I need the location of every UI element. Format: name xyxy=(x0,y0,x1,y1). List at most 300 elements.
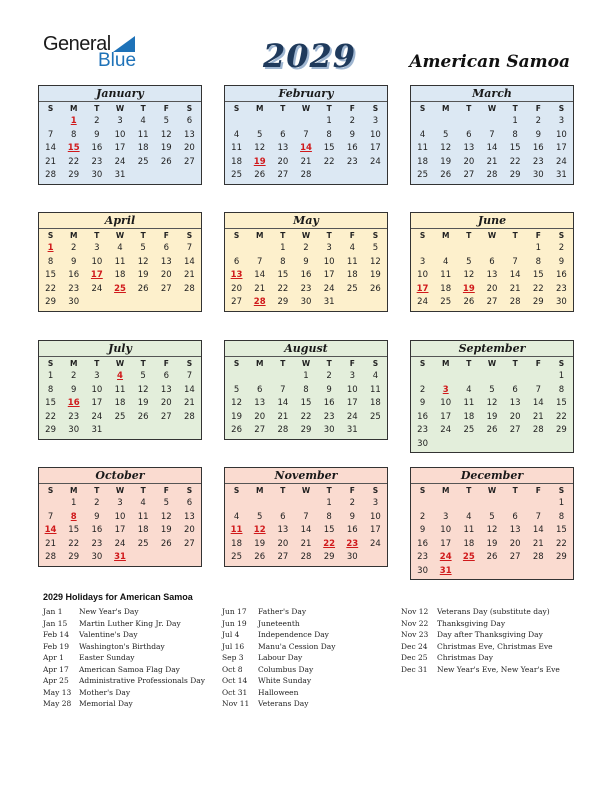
day-cell: 8 xyxy=(280,256,286,267)
weekday-label: W xyxy=(115,486,125,495)
day-cell: 22 xyxy=(323,156,335,167)
month-april xyxy=(38,212,202,312)
day-cell: 10 xyxy=(91,384,103,395)
country-title: American Samoa xyxy=(409,52,570,72)
holiday-date: Jul 4 xyxy=(222,630,240,639)
day-cell: 13 xyxy=(160,256,172,267)
day-cell: 4 xyxy=(372,371,379,381)
weekday-label: F xyxy=(349,104,355,113)
day-cell: 10 xyxy=(556,129,567,140)
holiday-row xyxy=(43,629,205,641)
weekday-label: S xyxy=(372,104,379,113)
weekday-header xyxy=(225,484,387,497)
day-grid xyxy=(225,115,387,183)
weekday-label: S xyxy=(558,231,565,240)
day-cell: 14 xyxy=(509,270,521,280)
empty-cell xyxy=(457,115,480,129)
day-cell: 29 xyxy=(532,297,544,307)
day-cell: 10 xyxy=(114,129,126,140)
day-cell: 15 xyxy=(556,525,567,535)
weekday-label: M xyxy=(255,486,264,495)
holiday-row xyxy=(222,606,335,618)
weekday-label: T xyxy=(140,104,146,113)
holiday-date: Dec 25 xyxy=(401,653,428,662)
weekday-header xyxy=(411,102,573,115)
empty-cell xyxy=(294,497,317,511)
day-cell: 4 xyxy=(140,498,146,508)
day-cell: 28 xyxy=(300,552,312,562)
day-cell: 23 xyxy=(556,283,567,294)
empty-cell xyxy=(225,115,248,129)
weekday-label: F xyxy=(349,231,355,240)
day-cell: 8 xyxy=(512,129,518,140)
day-cell: 9 xyxy=(326,384,332,395)
holiday-day: 17 xyxy=(90,270,103,280)
holiday-day: 19 xyxy=(253,156,266,167)
day-cell: 12 xyxy=(137,384,149,395)
day-cell: 8 xyxy=(535,256,541,267)
day-cell: 24 xyxy=(91,411,103,422)
day-cell: 18 xyxy=(114,398,126,408)
day-cell: 16 xyxy=(323,398,335,408)
day-cell: 19 xyxy=(486,411,498,422)
day-cell: 11 xyxy=(417,143,428,153)
day-cell: 9 xyxy=(303,256,309,267)
holiday-day: 3 xyxy=(442,384,449,395)
day-cell: 21 xyxy=(184,270,195,280)
day-cell: 15 xyxy=(556,398,567,408)
day-cell: 15 xyxy=(300,398,312,408)
day-cell: 13 xyxy=(277,143,289,153)
day-cell: 30 xyxy=(417,565,428,576)
weekday-label: S xyxy=(372,359,379,368)
day-cell: 25 xyxy=(417,170,428,180)
holiday-date: Nov 23 xyxy=(401,630,429,639)
weekday-label: W xyxy=(487,104,497,113)
day-cell: 2 xyxy=(326,371,332,381)
weekday-label: T xyxy=(326,359,332,368)
day-cell: 24 xyxy=(556,156,567,167)
weekday-label: M xyxy=(69,359,78,368)
day-cell: 22 xyxy=(68,156,80,167)
day-grid xyxy=(39,242,201,310)
day-grid xyxy=(411,497,573,578)
empty-cell xyxy=(271,115,294,129)
weekday-label: T xyxy=(280,486,286,495)
weekday-label: M xyxy=(69,104,78,113)
month-title: December xyxy=(411,468,573,484)
day-cell: 19 xyxy=(486,538,498,549)
empty-cell xyxy=(480,242,503,256)
empty-cell xyxy=(527,370,550,384)
year-title: 2029 xyxy=(263,37,357,75)
weekday-label: W xyxy=(301,104,311,113)
day-cell: 15 xyxy=(45,270,56,280)
day-cell: 21 xyxy=(300,156,312,167)
day-cell: 20 xyxy=(160,270,172,280)
day-cell: 14 xyxy=(254,270,266,280)
day-cell: 12 xyxy=(231,398,242,408)
day-cell: 6 xyxy=(163,243,169,253)
day-cell: 6 xyxy=(257,384,263,395)
day-cell: 16 xyxy=(346,143,358,153)
day-cell: 8 xyxy=(47,384,54,395)
day-cell: 29 xyxy=(45,297,56,307)
day-cell: 7 xyxy=(280,384,286,395)
day-cell: 15 xyxy=(509,143,521,153)
day-cell: 20 xyxy=(463,156,475,167)
weekday-label: W xyxy=(487,231,497,240)
weekday-label: M xyxy=(255,104,264,113)
holiday-name: Christmas Eve, Christmas Eve xyxy=(437,641,553,651)
weekday-label: S xyxy=(186,486,193,495)
weekday-label: W xyxy=(301,359,311,368)
day-cell: 18 xyxy=(137,525,149,535)
month-title: July xyxy=(39,341,201,357)
day-cell: 6 xyxy=(280,511,286,522)
empty-cell xyxy=(411,370,434,384)
weekday-label: T xyxy=(94,359,100,368)
day-cell: 11 xyxy=(137,511,149,522)
month-title: November xyxy=(225,468,387,484)
weekday-header xyxy=(225,229,387,242)
holiday-day: 1 xyxy=(47,243,54,253)
day-cell: 15 xyxy=(323,143,335,153)
day-grid xyxy=(225,242,387,310)
day-cell: 14 xyxy=(300,525,312,535)
brand-logo xyxy=(43,33,143,73)
weekday-label: T xyxy=(512,231,518,240)
holiday-row xyxy=(222,698,335,710)
day-cell: 3 xyxy=(443,511,449,522)
day-cell: 30 xyxy=(556,297,567,307)
day-cell: 22 xyxy=(532,283,544,294)
day-cell: 9 xyxy=(558,256,565,267)
day-cell: 21 xyxy=(45,538,56,549)
day-cell: 6 xyxy=(512,511,518,522)
weekday-label: T xyxy=(326,486,332,495)
day-cell: 5 xyxy=(140,371,146,381)
day-cell: 14 xyxy=(184,256,195,267)
weekday-header xyxy=(411,229,573,242)
holiday-date: Apr 25 xyxy=(43,676,69,685)
day-cell: 16 xyxy=(417,538,428,549)
holiday-name: Martin Luther King Jr. Day xyxy=(79,618,181,628)
weekday-header xyxy=(39,484,201,497)
weekday-label: F xyxy=(349,359,355,368)
day-grid xyxy=(411,115,573,183)
empty-cell xyxy=(248,497,271,511)
holiday-row xyxy=(401,641,560,653)
holiday-day: 12 xyxy=(253,525,266,535)
weekday-label: F xyxy=(163,104,169,113)
day-cell: 15 xyxy=(68,525,80,535)
holiday-day: 23 xyxy=(346,538,359,549)
day-cell: 8 xyxy=(326,129,332,140)
holiday-date: Oct 14 xyxy=(222,676,248,685)
day-cell: 17 xyxy=(556,143,567,153)
holiday-date: Dec 31 xyxy=(401,664,428,674)
weekday-label: S xyxy=(233,359,240,368)
weekday-label: F xyxy=(163,231,169,240)
weekday-label: W xyxy=(115,359,125,368)
day-cell: 30 xyxy=(417,438,428,449)
holiday-date: Oct 31 xyxy=(222,687,248,697)
day-cell: 21 xyxy=(509,283,521,294)
holiday-date: Apr 1 xyxy=(43,653,64,662)
day-cell: 21 xyxy=(184,398,195,408)
day-cell: 10 xyxy=(114,511,126,522)
day-cell: 1 xyxy=(47,371,54,381)
day-cell: 27 xyxy=(509,425,521,435)
holiday-name: Manu'a Cession Day xyxy=(258,641,336,651)
day-cell: 26 xyxy=(486,425,498,435)
month-title: September xyxy=(411,341,573,357)
holiday-row xyxy=(401,606,560,618)
holiday-name: Father's Day xyxy=(258,607,307,616)
weekday-label: T xyxy=(280,231,286,240)
weekday-header xyxy=(39,229,201,242)
day-cell: 11 xyxy=(137,129,149,140)
day-cell: 18 xyxy=(137,143,149,153)
day-cell: 7 xyxy=(186,371,193,381)
day-cell: 22 xyxy=(45,283,56,294)
day-cell: 12 xyxy=(137,256,149,267)
day-cell: 25 xyxy=(231,170,242,180)
day-cell: 23 xyxy=(91,538,103,549)
day-cell: 1 xyxy=(558,498,565,508)
day-cell: 10 xyxy=(440,525,452,535)
holiday-day: 19 xyxy=(462,283,475,294)
month-title: February xyxy=(225,86,387,102)
day-cell: 2 xyxy=(349,116,355,126)
day-cell: 25 xyxy=(114,411,126,422)
weekday-label: T xyxy=(512,104,518,113)
day-cell: 25 xyxy=(440,297,452,307)
day-cell: 4 xyxy=(117,243,123,253)
day-cell: 19 xyxy=(370,270,381,280)
holiday-day: 17 xyxy=(416,283,429,294)
weekday-label: S xyxy=(233,231,240,240)
day-cell: 3 xyxy=(558,116,565,126)
holiday-row xyxy=(401,664,560,676)
day-cell: 4 xyxy=(466,511,472,522)
day-cell: 29 xyxy=(323,552,335,562)
empty-cell xyxy=(480,115,503,129)
holiday-row xyxy=(222,664,335,676)
weekday-header xyxy=(225,102,387,115)
day-cell: 3 xyxy=(372,116,379,126)
weekday-label: T xyxy=(94,486,100,495)
weekday-label: S xyxy=(186,231,193,240)
holiday-row xyxy=(222,641,335,653)
holiday-row xyxy=(401,629,560,641)
day-cell: 14 xyxy=(277,398,289,408)
holiday-column xyxy=(222,606,335,710)
month-september xyxy=(410,340,574,453)
weekday-label: S xyxy=(419,231,426,240)
holiday-name: Juneteenth xyxy=(258,618,300,628)
holiday-date: Nov 12 xyxy=(401,607,429,616)
holiday-date: Nov 22 xyxy=(401,618,429,628)
holiday-name: White Sunday xyxy=(258,676,312,685)
empty-cell xyxy=(294,115,317,129)
day-cell: 9 xyxy=(94,511,100,522)
day-cell: 8 xyxy=(71,129,77,140)
day-cell: 27 xyxy=(254,425,266,435)
day-cell: 29 xyxy=(68,170,80,180)
weekday-label: M xyxy=(441,231,450,240)
weekday-label: S xyxy=(372,231,379,240)
day-cell: 14 xyxy=(532,525,544,535)
weekday-label: S xyxy=(558,104,565,113)
day-cell: 3 xyxy=(372,498,379,508)
day-cell: 4 xyxy=(349,243,355,253)
day-cell: 10 xyxy=(91,256,103,267)
day-cell: 24 xyxy=(114,156,126,167)
weekday-label: T xyxy=(326,104,332,113)
day-cell: 17 xyxy=(323,270,335,280)
day-cell: 27 xyxy=(184,538,195,549)
month-october xyxy=(38,467,202,567)
day-cell: 9 xyxy=(419,398,426,408)
empty-cell xyxy=(248,242,271,256)
day-cell: 19 xyxy=(160,143,172,153)
day-cell: 9 xyxy=(94,129,100,140)
weekday-label: T xyxy=(466,231,472,240)
holiday-name: New Year's Eve, New Year's Eve xyxy=(437,664,560,674)
day-cell: 30 xyxy=(532,170,544,180)
day-cell: 15 xyxy=(45,398,56,408)
day-cell: 8 xyxy=(326,511,332,522)
day-cell: 8 xyxy=(558,511,565,522)
day-cell: 14 xyxy=(532,398,544,408)
day-cell: 28 xyxy=(532,425,544,435)
day-cell: 31 xyxy=(323,297,335,307)
holiday-date: Nov 11 xyxy=(222,699,250,708)
weekday-label: F xyxy=(535,359,541,368)
day-cell: 26 xyxy=(137,411,149,422)
empty-cell xyxy=(457,242,480,256)
day-cell: 22 xyxy=(556,411,567,422)
holiday-column xyxy=(401,606,560,675)
day-cell: 7 xyxy=(303,511,309,522)
weekday-label: M xyxy=(441,486,450,495)
day-cell: 28 xyxy=(486,170,498,180)
holiday-name: Easter Sunday xyxy=(79,653,135,662)
empty-cell xyxy=(504,242,527,256)
day-cell: 23 xyxy=(68,283,80,294)
day-cell: 3 xyxy=(117,116,123,126)
empty-cell xyxy=(248,370,271,384)
day-cell: 10 xyxy=(370,511,381,522)
day-cell: 20 xyxy=(277,156,289,167)
day-cell: 29 xyxy=(509,170,521,180)
holiday-day: 31 xyxy=(439,565,452,576)
weekday-label: F xyxy=(163,486,169,495)
day-cell: 17 xyxy=(91,398,103,408)
month-november xyxy=(224,467,388,567)
day-cell: 9 xyxy=(71,384,77,395)
weekday-header xyxy=(39,357,201,370)
weekday-label: M xyxy=(441,359,450,368)
weekday-label: S xyxy=(419,359,426,368)
holiday-date: Dec 24 xyxy=(401,641,428,651)
holiday-date: Jan 15 xyxy=(43,618,68,628)
day-cell: 26 xyxy=(254,552,266,562)
day-cell: 22 xyxy=(509,156,521,167)
weekday-label: T xyxy=(280,104,286,113)
day-cell: 12 xyxy=(486,398,498,408)
empty-cell xyxy=(434,497,457,511)
day-cell: 1 xyxy=(303,371,309,381)
holiday-day: 11 xyxy=(230,525,243,535)
month-july xyxy=(38,340,202,440)
month-august xyxy=(224,340,388,440)
day-cell: 4 xyxy=(443,256,449,267)
holiday-day: 28 xyxy=(253,297,266,307)
holiday-name: Christmas Day xyxy=(437,653,493,662)
day-cell: 7 xyxy=(47,511,54,522)
day-cell: 18 xyxy=(440,283,452,294)
weekday-label: F xyxy=(163,359,169,368)
day-cell: 1 xyxy=(326,498,332,508)
weekday-label: S xyxy=(186,104,193,113)
holiday-date: Jul 16 xyxy=(222,641,245,651)
day-cell: 25 xyxy=(137,538,149,549)
day-cell: 26 xyxy=(486,552,498,562)
day-cell: 24 xyxy=(323,283,335,294)
day-cell: 27 xyxy=(509,552,521,562)
weekday-label: T xyxy=(326,231,332,240)
day-cell: 26 xyxy=(160,538,172,549)
day-cell: 21 xyxy=(532,538,544,549)
weekday-label: S xyxy=(47,359,54,368)
holiday-day: 25 xyxy=(114,283,126,294)
day-cell: 30 xyxy=(91,552,103,562)
day-grid xyxy=(39,370,201,438)
holiday-day: 8 xyxy=(70,511,77,522)
day-cell: 13 xyxy=(184,129,195,140)
day-cell: 9 xyxy=(419,525,426,535)
day-cell: 18 xyxy=(463,411,475,422)
weekday-header xyxy=(411,357,573,370)
day-cell: 18 xyxy=(346,270,358,280)
month-title: June xyxy=(411,213,573,229)
day-cell: 31 xyxy=(556,170,567,180)
weekday-label: F xyxy=(349,486,355,495)
day-cell: 24 xyxy=(346,411,358,422)
day-cell: 2 xyxy=(71,371,77,381)
holiday-row xyxy=(43,618,205,630)
day-cell: 28 xyxy=(300,170,312,180)
day-cell: 29 xyxy=(68,552,80,562)
weekday-label: W xyxy=(487,486,497,495)
empty-cell xyxy=(504,370,527,384)
day-cell: 5 xyxy=(163,116,169,126)
weekday-label: S xyxy=(558,486,565,495)
day-cell: 13 xyxy=(509,398,521,408)
day-cell: 5 xyxy=(443,129,449,140)
logo-text-blue: Blue xyxy=(98,50,137,71)
day-cell: 3 xyxy=(349,371,355,381)
day-cell: 16 xyxy=(68,270,80,280)
day-cell: 23 xyxy=(346,156,358,167)
day-cell: 5 xyxy=(489,511,495,522)
weekday-label: T xyxy=(140,231,146,240)
day-cell: 20 xyxy=(231,283,242,294)
weekday-label: T xyxy=(280,359,286,368)
